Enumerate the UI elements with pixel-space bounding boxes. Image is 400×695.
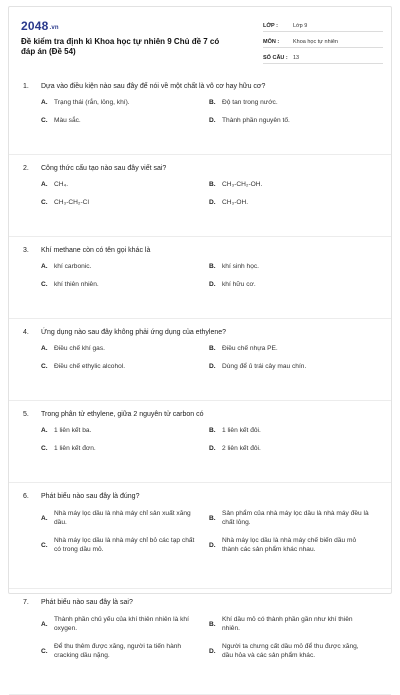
option-letter: D. <box>209 647 216 655</box>
meta-value: Lớp 9 <box>293 23 308 29</box>
answer-options <box>23 615 377 669</box>
option-letter: B. <box>209 620 216 628</box>
question-item <box>9 329 391 401</box>
site-logo[interactable]: 2048.vn <box>21 19 59 33</box>
option-letter: C. <box>41 363 48 370</box>
option-letter: B. <box>209 514 216 522</box>
answer-option[interactable] <box>41 363 209 370</box>
meta-value: Khoa học tự nhiên <box>293 39 338 45</box>
answer-options <box>23 181 377 217</box>
question-item <box>9 599 391 695</box>
answer-option[interactable] <box>41 99 209 106</box>
question-header <box>23 493 377 500</box>
option-letter: D. <box>209 199 216 206</box>
meta-count-row <box>263 51 383 64</box>
answer-options <box>23 345 377 381</box>
answer-option[interactable] <box>41 345 209 352</box>
exam-page <box>8 6 392 659</box>
answer-option[interactable] <box>209 281 377 288</box>
option-letter: C. <box>41 647 48 655</box>
question-number: 1. <box>23 83 29 90</box>
question-number: 6. <box>23 493 29 500</box>
question-text: Trong phân tử ethylene, giữa 2 nguyên tử carbon có <box>41 411 204 418</box>
option-text: CH₃-OH. <box>222 199 249 206</box>
option-text: Điều chế khí gas. <box>54 345 105 352</box>
meta-subject-row <box>263 35 383 48</box>
option-text: CH₃-CH₂-Cl <box>54 199 89 206</box>
answer-option[interactable] <box>41 536 209 554</box>
option-text: khí thiên nhiên. <box>54 281 99 288</box>
question-header <box>23 411 377 418</box>
option-letter: D. <box>209 541 216 549</box>
option-text: 1 liên kết đôi. <box>222 427 261 434</box>
exam-meta <box>263 19 383 67</box>
option-text: Nhà máy lọc dầu là nhà máy chế biến dầu mỏ thành các sản phẩm khác nhau. <box>222 537 357 553</box>
question-number: 4. <box>23 329 29 336</box>
option-letter: D. <box>209 117 216 124</box>
option-letter: C. <box>41 281 48 288</box>
exam-title: Đề kiểm tra định kì Khoa học tự nhiên 9 Chủ đề 7 có đáp án (Đề 54) <box>21 37 220 56</box>
question-item <box>9 493 391 589</box>
option-letter: A. <box>41 263 48 270</box>
answer-option[interactable] <box>41 445 209 452</box>
option-text: CH₄. <box>54 181 69 188</box>
answer-options <box>23 263 377 299</box>
question-text: Dựa vào điều kiện nào sau đây để nói về một chất là vô cơ hay hữu cơ? <box>41 83 266 90</box>
question-text: Ứng dụng nào sau đây không phải ứng dụng của ethylene? <box>41 329 227 336</box>
meta-label: MÔN : <box>263 39 280 45</box>
option-letter: C. <box>41 445 48 452</box>
option-letter: A. <box>41 345 48 352</box>
option-text: khí hữu cơ. <box>222 281 256 288</box>
question-text: Phát biểu nào sau đây là sai? <box>41 599 133 606</box>
option-text: Khí dầu mỏ có thành phần gần như khí thiên nhiên. <box>222 616 353 632</box>
option-text: Thành phần chủ yếu của khí thiên nhiên là khí oxygen. <box>54 616 189 632</box>
option-text: khí carbonic. <box>54 263 92 270</box>
option-letter: A. <box>41 514 48 522</box>
meta-class-row <box>263 19 383 32</box>
option-text: Trạng thái (rắn, lỏng, khí). <box>54 99 130 106</box>
option-letter: B. <box>209 181 216 188</box>
question-text: Phát biểu nào sau đây là đúng? <box>41 493 140 500</box>
question-header <box>23 165 377 172</box>
answer-option[interactable] <box>41 263 209 270</box>
option-letter: B. <box>209 345 216 352</box>
page-header <box>9 7 391 69</box>
meta-value: 13 <box>293 55 300 61</box>
option-text: 1 liên kết đơn. <box>54 445 96 452</box>
option-letter: C. <box>41 541 48 549</box>
answer-option[interactable] <box>209 117 377 124</box>
option-letter: A. <box>41 427 48 434</box>
answer-options <box>23 509 377 563</box>
option-letter: B. <box>209 99 216 106</box>
answer-option[interactable] <box>209 363 377 370</box>
option-letter: D. <box>209 363 216 370</box>
option-text: 1 liên kết ba. <box>54 427 92 434</box>
question-item <box>9 411 391 483</box>
question-header <box>23 599 377 606</box>
meta-label: LỚP : <box>263 23 278 29</box>
answer-option[interactable] <box>209 199 377 206</box>
answer-option[interactable] <box>209 99 377 106</box>
answer-options <box>23 99 377 135</box>
answer-options <box>23 427 377 463</box>
meta-label: SỐ CÂU : <box>263 55 288 61</box>
option-text: Người ta chưng cất dầu mỏ để thu được xăng, dầu hỏa và các sản phẩm khác. <box>222 643 359 659</box>
answer-option[interactable] <box>209 445 377 452</box>
option-text: Điều chế ethylic alcohol. <box>54 363 126 370</box>
question-text: Khí methane còn có tên gọi khác là <box>41 247 151 254</box>
option-text: Nhà máy lọc dầu là nhà máy chỉ sản xuất xăng dầu. <box>54 510 191 526</box>
option-text: Dùng để ủ trái cây mau chín. <box>222 363 307 370</box>
question-item <box>9 83 391 155</box>
answer-option[interactable] <box>209 509 377 527</box>
question-number: 2. <box>23 165 29 172</box>
option-letter: B. <box>209 263 216 270</box>
answer-option[interactable] <box>41 642 209 660</box>
answer-option[interactable] <box>41 117 209 124</box>
question-number: 3. <box>23 247 29 254</box>
option-letter: A. <box>41 99 48 106</box>
option-text: Để thu thêm được xăng, người ta tiến hành cracking dầu nặng. <box>54 643 182 659</box>
question-item <box>9 165 391 237</box>
option-text: CH₃-CH₂-OH. <box>222 181 263 188</box>
option-text: Điều chế nhựa PE. <box>222 345 278 352</box>
answer-option[interactable] <box>209 536 377 554</box>
option-letter: C. <box>41 117 48 124</box>
answer-option[interactable] <box>209 181 377 188</box>
option-letter: A. <box>41 620 48 628</box>
answer-option[interactable] <box>41 615 209 633</box>
option-text: Sản phẩm của nhà máy lọc dầu là nhà máy đều là chất lỏng. <box>222 510 369 526</box>
answer-option[interactable] <box>41 199 209 206</box>
answer-option[interactable] <box>41 281 209 288</box>
question-text: Công thức cấu tạo nào sau đây viết sai? <box>41 165 167 172</box>
question-header <box>23 247 377 254</box>
answer-option[interactable] <box>209 263 377 270</box>
option-letter: A. <box>41 181 48 188</box>
answer-option[interactable] <box>209 427 377 434</box>
option-letter: B. <box>209 427 216 434</box>
question-header <box>23 329 377 336</box>
question-item <box>9 247 391 319</box>
answer-option[interactable] <box>41 427 209 434</box>
option-text: 2 liên kết đôi. <box>222 445 261 452</box>
option-text: Nhà máy lọc dầu là nhà máy chỉ bỏ các tạp chất có trong dầu mỏ. <box>54 537 195 553</box>
question-list <box>9 73 391 695</box>
question-number: 7. <box>23 599 29 606</box>
option-text: khí sinh học. <box>222 263 260 270</box>
option-letter: D. <box>209 281 216 288</box>
answer-option[interactable] <box>209 615 377 633</box>
option-text: Màu sắc. <box>54 117 81 124</box>
question-header <box>23 83 377 90</box>
answer-option[interactable] <box>41 509 209 527</box>
option-text: Độ tan trong nước. <box>222 99 278 106</box>
option-text: Thành phần nguyên tố. <box>222 117 290 124</box>
option-letter: D. <box>209 445 216 452</box>
answer-option[interactable] <box>41 181 209 188</box>
option-letter: C. <box>41 199 48 206</box>
question-number: 5. <box>23 411 29 418</box>
answer-option[interactable] <box>209 642 377 660</box>
answer-option[interactable] <box>209 345 377 352</box>
